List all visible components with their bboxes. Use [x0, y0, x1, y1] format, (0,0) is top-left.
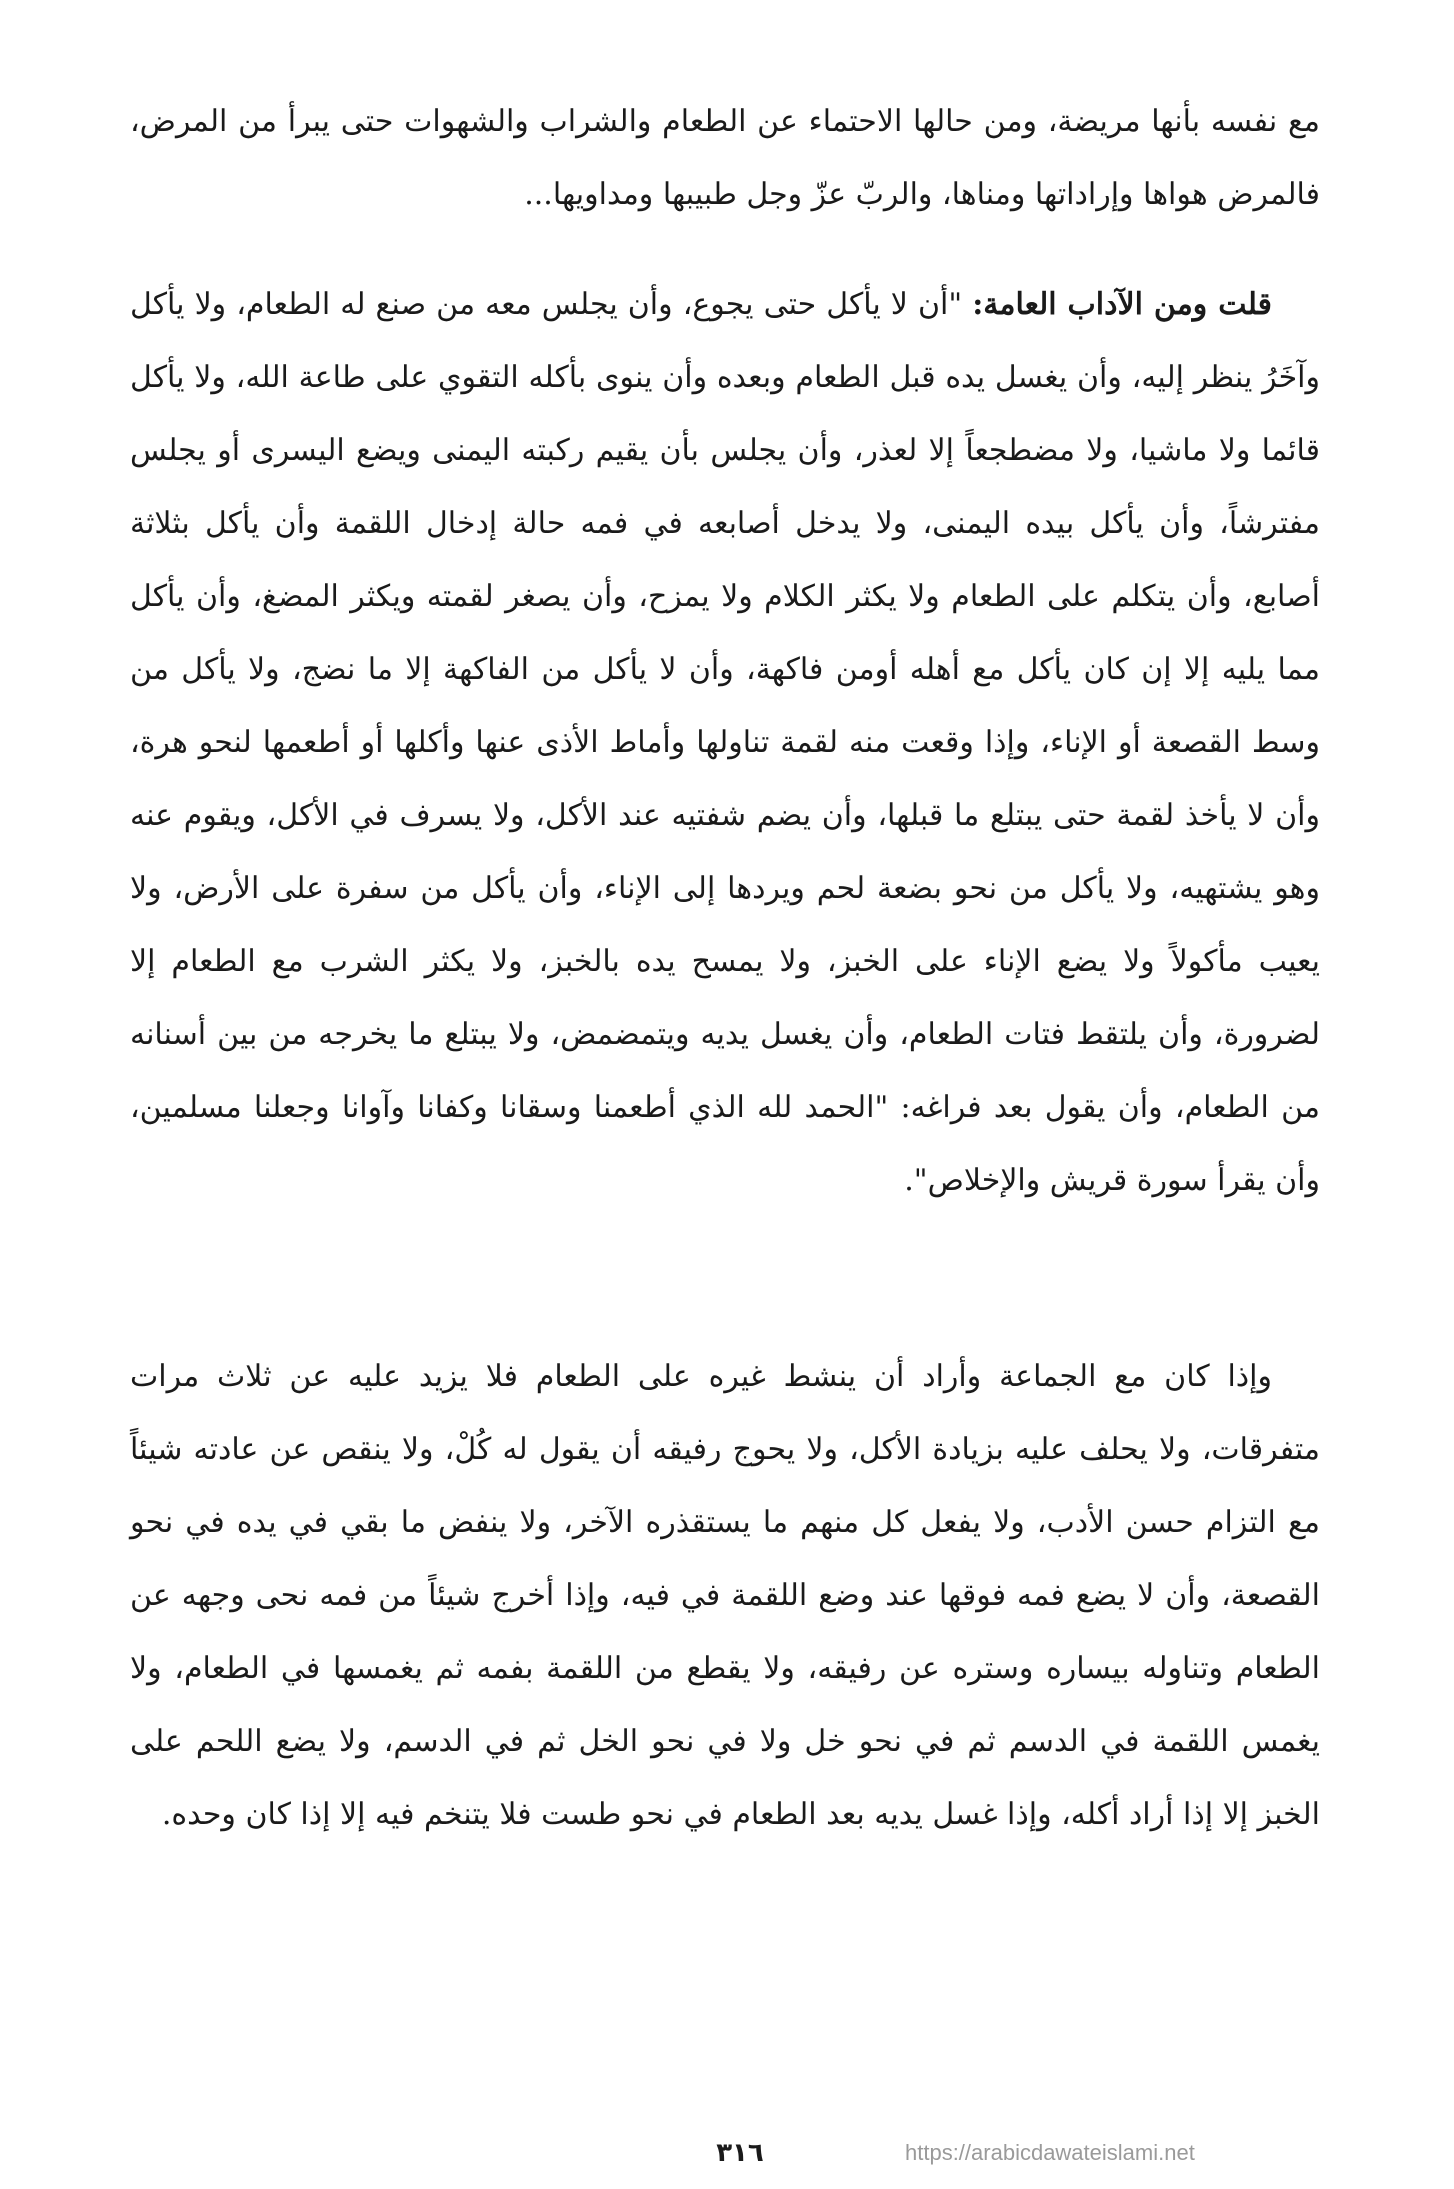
- paragraph-3-text: وإذا كان مع الجماعة وأراد أن ينشط غيره على الطعام فلا يزيد عليه عن ثلاث مرات متفرقات، ولا يحلف عليه بزيادة الأكل، ولا يحوج رفيقه أن يقول له كُلْ، ولا ينقص عن عادته شيئاً مع التزام حسن الأدب، ولا يفعل كل منهم ما يستقذره الآخر، ولا ينفض ما بقي في يده في نحو القصعة، وأن لا يضع فمه فوقها عند وضع اللقمة في فيه، وإذا أخرج شيئاً من فمه نحى وجهه عن الطعام وتناوله بيساره وستره عن رفيقه، ولا يقطع من اللقمة بفمه ثم يغمسها في الطعام، ولا يغمس اللقمة في الدسم ثم في نحو خل ولا في نحو الخل ثم في الدسم، ولا يضع اللحم على الخبز إلا إذا أراد أكله، وإذا غسل يديه بعد الطعام في نحو طست فلا يتنخم فيه إلا إذا كان وحده.: [130, 1359, 1320, 1832]
- paragraph-1: [130, 85, 1320, 231]
- paragraph-3: [130, 1340, 1320, 1851]
- paragraph-2-text: "أن لا يأكل حتى يجوع، وأن يجلس معه من صنع له الطعام، ولا يأكل وآخَرُ ينظر إليه، وأن يغسل يده قبل الطعام وبعده وأن ينوى بأكله التقوي على طاعة الله، ولا يأكل قائما ولا ماشيا، ولا مضطجعاً إلا لعذر، وأن يجلس بأن يقيم ركبته اليمنى ويضع اليسرى أو يجلس مفترشاً، وأن يأكل بيده اليمنى، ولا يدخل أصابعه في فمه حالة إدخال اللقمة وأن يأكل بثلاثة أصابع، وأن يتكلم على الطعام ولا يكثر الكلام ولا يمزح، وأن يصغر لقمته ويكثر المضغ، وأن يأكل مما يليه إلا إن كان يأكل مع أهله أومن فاكهة، وأن لا يأكل من الفاكهة إلا ما نضج، ولا يأكل من وسط القصعة أو الإناء، وإذا وقعت منه لقمة تناولها وأماط الأذى عنها وأكلها أو أطعمها لنحو هرة، وأن لا يأخذ لقمة حتى يبتلع ما قبلها، وأن يضم شفتيه عند الأكل، ولا يسرف في الأكل، ويقوم عنه وهو يشتهيه، ولا يأكل من نحو بضعة لحم ويردها إلى الإناء، وأن يأكل من سفرة على الأرض، ولا يعيب مأكولاً ولا يضع الإناء على الخبز، ولا يمسح يده بالخبز، ولا يكثر الشرب مع الطعام إلا لضرورة، وأن يلتقط فتات الطعام، وأن يغسل يديه ويتمضمض، ولا يبتلع ما يخرجه من بين أسنانه من الطعام، وأن يقول بعد فراغه: "الحمد لله الذي أطعمنا وسقانا وكفانا وآوانا وجعلنا مسلمين، وأن يقرأ سورة قريش والإخلاص".: [130, 287, 1320, 1198]
- paragraph-1-text: مع نفسه بأنها مريضة، ومن حالها الاحتماء عن الطعام والشراب والشهوات حتى يبرأ من المرض، فالمرض هواها وإراداتها ومناها، والربّ عزّ وجل طبيبها ومداويها...: [130, 104, 1320, 212]
- page-number: ٣١٦: [716, 2138, 764, 2168]
- watermark-url: https://arabicdawateislami.net: [905, 2140, 1195, 2165]
- paragraph-2: [130, 268, 1320, 1217]
- section-heading: قلت ومن الآداب العامة:: [972, 287, 1272, 322]
